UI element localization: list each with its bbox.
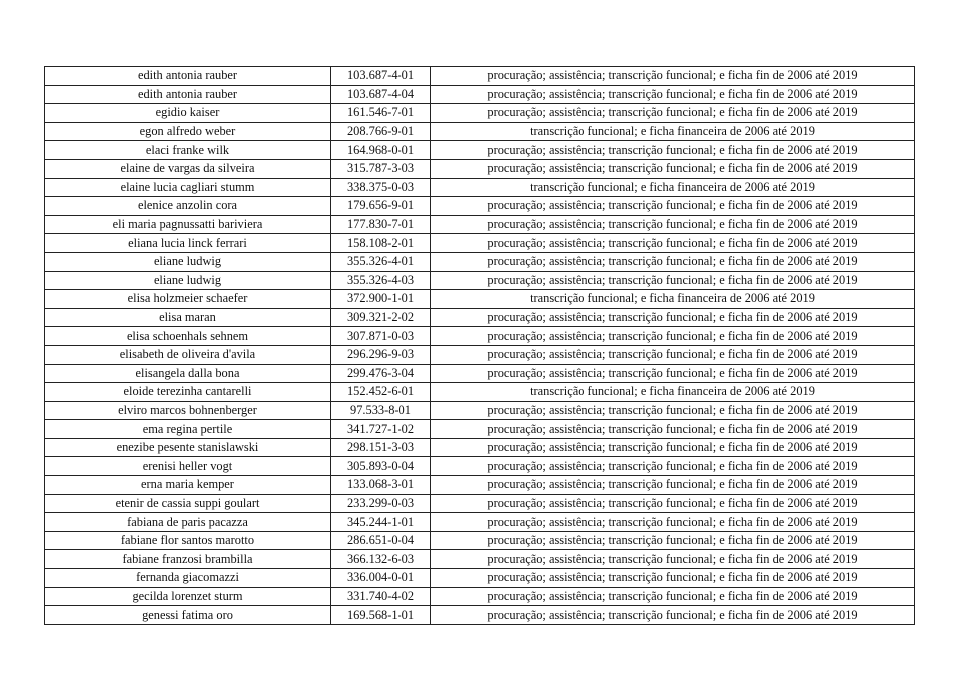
name-cell: gecilda lorenzet sturm: [45, 587, 331, 606]
table-row: [45, 308, 915, 327]
records-table-body: [45, 67, 915, 625]
documents-cell: procuração; assistência; transcrição funcional; e ficha fin de 2006 até 2019: [431, 531, 915, 550]
name-cell: fernanda giacomazzi: [45, 569, 331, 588]
name-cell: elisa schoenhals sehnem: [45, 327, 331, 346]
id-cell: 158.108-2-01: [331, 234, 431, 253]
documents-cell: procuração; assistência; transcrição funcional; e ficha fin de 2006 até 2019: [431, 476, 915, 495]
name-cell: genessi fatima oro: [45, 606, 331, 625]
id-cell: 298.151-3-03: [331, 438, 431, 457]
documents-cell: procuração; assistência; transcrição funcional; e ficha fin de 2006 até 2019: [431, 569, 915, 588]
name-cell: eli maria pagnussatti bariviera: [45, 215, 331, 234]
table-row: [45, 457, 915, 476]
id-cell: 331.740-4-02: [331, 587, 431, 606]
id-cell: 97.533-8-01: [331, 401, 431, 420]
table-row: [45, 178, 915, 197]
id-cell: 103.687-4-04: [331, 85, 431, 104]
name-cell: elaci franke wilk: [45, 141, 331, 160]
name-cell: erna maria kemper: [45, 476, 331, 495]
id-cell: 345.244-1-01: [331, 513, 431, 532]
table-row: [45, 159, 915, 178]
documents-cell: transcrição funcional; e ficha financeira de 2006 até 2019: [431, 290, 915, 309]
table-row: [45, 420, 915, 439]
table-row: [45, 383, 915, 402]
table-row: [45, 104, 915, 123]
name-cell: elisangela dalla bona: [45, 364, 331, 383]
name-cell: egon alfredo weber: [45, 122, 331, 141]
id-cell: 296.296-9-03: [331, 345, 431, 364]
id-cell: 286.651-0-04: [331, 531, 431, 550]
id-cell: 341.727-1-02: [331, 420, 431, 439]
documents-cell: procuração; assistência; transcrição funcional; e ficha fin de 2006 até 2019: [431, 234, 915, 253]
id-cell: 315.787-3-03: [331, 159, 431, 178]
documents-cell: procuração; assistência; transcrição funcional; e ficha fin de 2006 até 2019: [431, 494, 915, 513]
id-cell: 208.766-9-01: [331, 122, 431, 141]
name-cell: erenisi heller vogt: [45, 457, 331, 476]
documents-cell: transcrição funcional; e ficha financeira de 2006 até 2019: [431, 178, 915, 197]
documents-cell: procuração; assistência; transcrição funcional; e ficha fin de 2006 até 2019: [431, 197, 915, 216]
table-row: [45, 494, 915, 513]
table-row: [45, 364, 915, 383]
documents-cell: procuração; assistência; transcrição funcional; e ficha fin de 2006 até 2019: [431, 587, 915, 606]
name-cell: elviro marcos bohnenberger: [45, 401, 331, 420]
name-cell: egidio kaiser: [45, 104, 331, 123]
id-cell: 338.375-0-03: [331, 178, 431, 197]
table-row: [45, 513, 915, 532]
name-cell: elisa holzmeier schaefer: [45, 290, 331, 309]
name-cell: elaine de vargas da silveira: [45, 159, 331, 178]
id-cell: 366.132-6-03: [331, 550, 431, 569]
table-row: [45, 215, 915, 234]
table-row: [45, 252, 915, 271]
name-cell: ema regina pertile: [45, 420, 331, 439]
documents-cell: procuração; assistência; transcrição funcional; e ficha fin de 2006 até 2019: [431, 252, 915, 271]
name-cell: fabiane franzosi brambilla: [45, 550, 331, 569]
table-row: [45, 569, 915, 588]
name-cell: eliane ludwig: [45, 252, 331, 271]
name-cell: edith antonia rauber: [45, 67, 331, 86]
id-cell: 233.299-0-03: [331, 494, 431, 513]
name-cell: eliane ludwig: [45, 271, 331, 290]
id-cell: 372.900-1-01: [331, 290, 431, 309]
table-row: [45, 438, 915, 457]
table-row: [45, 550, 915, 569]
documents-cell: transcrição funcional; e ficha financeira de 2006 até 2019: [431, 122, 915, 141]
table-row: [45, 401, 915, 420]
id-cell: 305.893-0-04: [331, 457, 431, 476]
table-row: [45, 234, 915, 253]
name-cell: enezibe pesente stanislawski: [45, 438, 331, 457]
table-row: [45, 85, 915, 104]
name-cell: elisabeth de oliveira d'avila: [45, 345, 331, 364]
table-row: [45, 67, 915, 86]
documents-cell: procuração; assistência; transcrição funcional; e ficha fin de 2006 até 2019: [431, 606, 915, 625]
name-cell: fabiane flor santos marotto: [45, 531, 331, 550]
documents-cell: procuração; assistência; transcrição funcional; e ficha fin de 2006 até 2019: [431, 159, 915, 178]
documents-cell: procuração; assistência; transcrição funcional; e ficha fin de 2006 até 2019: [431, 438, 915, 457]
documents-cell: procuração; assistência; transcrição funcional; e ficha fin de 2006 até 2019: [431, 420, 915, 439]
name-cell: eliana lucia linck ferrari: [45, 234, 331, 253]
table-row: [45, 197, 915, 216]
id-cell: 152.452-6-01: [331, 383, 431, 402]
name-cell: elenice anzolin cora: [45, 197, 331, 216]
table-row: [45, 345, 915, 364]
id-cell: 307.871-0-03: [331, 327, 431, 346]
records-table: [44, 66, 915, 625]
documents-cell: procuração; assistência; transcrição funcional; e ficha fin de 2006 até 2019: [431, 457, 915, 476]
table-row: [45, 271, 915, 290]
id-cell: 355.326-4-01: [331, 252, 431, 271]
name-cell: etenir de cassia suppi goulart: [45, 494, 331, 513]
documents-cell: procuração; assistência; transcrição funcional; e ficha fin de 2006 até 2019: [431, 308, 915, 327]
documents-cell: procuração; assistência; transcrição funcional; e ficha fin de 2006 até 2019: [431, 550, 915, 569]
documents-cell: procuração; assistência; transcrição funcional; e ficha fin de 2006 até 2019: [431, 104, 915, 123]
table-row: [45, 531, 915, 550]
documents-cell: procuração; assistência; transcrição funcional; e ficha fin de 2006 até 2019: [431, 345, 915, 364]
name-cell: eloide terezinha cantarelli: [45, 383, 331, 402]
documents-cell: procuração; assistência; transcrição funcional; e ficha fin de 2006 até 2019: [431, 271, 915, 290]
id-cell: 161.546-7-01: [331, 104, 431, 123]
id-cell: 164.968-0-01: [331, 141, 431, 160]
table-row: [45, 141, 915, 160]
table-row: [45, 587, 915, 606]
id-cell: 336.004-0-01: [331, 569, 431, 588]
id-cell: 103.687-4-01: [331, 67, 431, 86]
documents-cell: procuração; assistência; transcrição funcional; e ficha fin de 2006 até 2019: [431, 364, 915, 383]
documents-cell: transcrição funcional; e ficha financeira de 2006 até 2019: [431, 383, 915, 402]
documents-cell: procuração; assistência; transcrição funcional; e ficha fin de 2006 até 2019: [431, 327, 915, 346]
documents-cell: procuração; assistência; transcrição funcional; e ficha fin de 2006 até 2019: [431, 67, 915, 86]
name-cell: fabiana de paris pacazza: [45, 513, 331, 532]
name-cell: elaine lucia cagliari stumm: [45, 178, 331, 197]
table-row: [45, 606, 915, 625]
id-cell: 169.568-1-01: [331, 606, 431, 625]
name-cell: elisa maran: [45, 308, 331, 327]
table-row: [45, 327, 915, 346]
table-row: [45, 476, 915, 495]
documents-cell: procuração; assistência; transcrição funcional; e ficha fin de 2006 até 2019: [431, 141, 915, 160]
documents-cell: procuração; assistência; transcrição funcional; e ficha fin de 2006 até 2019: [431, 513, 915, 532]
documents-cell: procuração; assistência; transcrição funcional; e ficha fin de 2006 até 2019: [431, 401, 915, 420]
name-cell: edith antonia rauber: [45, 85, 331, 104]
id-cell: 179.656-9-01: [331, 197, 431, 216]
id-cell: 309.321-2-02: [331, 308, 431, 327]
documents-cell: procuração; assistência; transcrição funcional; e ficha fin de 2006 até 2019: [431, 215, 915, 234]
table-row: [45, 290, 915, 309]
id-cell: 355.326-4-03: [331, 271, 431, 290]
id-cell: 177.830-7-01: [331, 215, 431, 234]
table-row: [45, 122, 915, 141]
documents-cell: procuração; assistência; transcrição funcional; e ficha fin de 2006 até 2019: [431, 85, 915, 104]
id-cell: 299.476-3-04: [331, 364, 431, 383]
id-cell: 133.068-3-01: [331, 476, 431, 495]
